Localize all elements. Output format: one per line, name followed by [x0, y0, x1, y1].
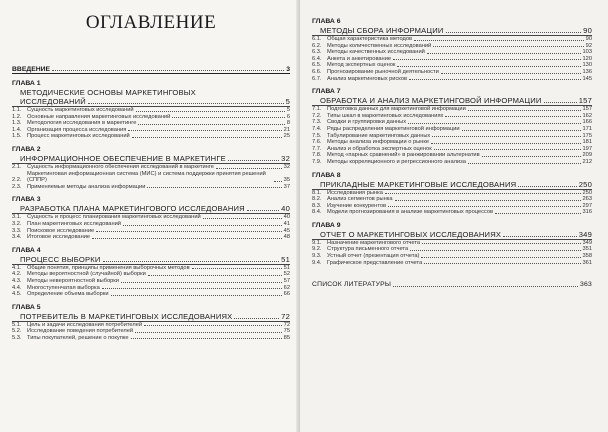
dot-leader [102, 288, 282, 289]
toc-entry[interactable] [312, 76, 592, 83]
dot-leader [414, 40, 584, 41]
entry-number: 7.3. [312, 119, 322, 126]
entry-title: Типы покупателей, решение о покупке [27, 334, 129, 341]
chapter-block[interactable] [12, 80, 290, 140]
entry-title: Методология исследования в маркетинге [27, 120, 137, 127]
dot-leader [518, 186, 576, 187]
entry-page: 92 [585, 42, 592, 49]
entry-number: 1.5. [12, 133, 22, 140]
chapter-title: РАЗРАБОТКА ПЛАНА МАРКЕТИНГОВОГО ИССЛЕДОВАНИЯ [20, 204, 245, 214]
chapter-title-line [312, 96, 592, 105]
entry-title: Структура письменного отчета [327, 246, 409, 253]
dot-leader [135, 332, 282, 333]
entry-page: 157 [582, 106, 592, 113]
entry-title: Исследования рынка [327, 189, 383, 196]
dot-leader [228, 160, 279, 161]
toc-entry[interactable] [12, 285, 290, 292]
entry-number: 8.1. [312, 189, 322, 196]
chapter-title-line [12, 312, 290, 321]
entry-page: 32 [283, 163, 290, 170]
chapter-page: 32 [281, 153, 290, 163]
chapter-title: ПОТРЕБИТЕЛЬ В МАРКЕТИНГОВЫХ ИССЛЕДОВАНИЯХ [20, 311, 233, 321]
entry-title: Методы анализа информации о рынке [327, 139, 430, 146]
entry-title: Процесс маркетинговых исследований [27, 133, 130, 140]
entry-title: Анализ сегментов рынка [327, 196, 393, 203]
dot-leader [424, 263, 580, 264]
entry-number: 6.4. [312, 55, 322, 62]
toc-entry[interactable] [312, 159, 592, 166]
dot-leader [103, 261, 280, 262]
entry-page: 6 [286, 113, 290, 120]
entry-number: 7.8. [312, 152, 322, 159]
entry-page: 171 [582, 125, 592, 132]
entry-number: 4.2. [12, 271, 22, 278]
chapter-title-line [12, 255, 290, 264]
entry-page: 120 [582, 55, 592, 62]
chapter-title-cont: ИССЛЕДОВАНИЙ [20, 97, 86, 106]
dot-leader [408, 123, 580, 124]
entry-number: 3.2. [12, 220, 22, 227]
chapter-label: ГЛАВА 5 [12, 303, 41, 311]
entry-number: 1.4. [12, 126, 22, 133]
dot-leader [409, 79, 580, 80]
bibliography-page: 363 [580, 281, 592, 289]
entry-page: 48 [283, 234, 290, 241]
entry-number: 6.6. [312, 68, 322, 75]
entry-title: Поисковое исследование [27, 227, 95, 234]
left-page-content [12, 0, 290, 341]
chapter-page: 90 [583, 26, 592, 35]
entry-title: Основные направления маркетинговых исследований [27, 113, 171, 120]
entry-page: 5 [286, 107, 290, 113]
entry-page: 85 [283, 334, 290, 341]
toc-entry[interactable] [312, 106, 592, 113]
toc-entry[interactable] [312, 196, 592, 203]
toc-entry[interactable] [312, 56, 592, 63]
dot-leader [52, 70, 284, 71]
entry-number: 8.3. [312, 202, 322, 209]
dot-leader [427, 53, 581, 54]
entry-title: Методы количественных исследований [327, 42, 432, 49]
entry-title: Сводки и группировки данных [327, 119, 407, 126]
entry-number: 6.3. [312, 49, 322, 56]
right-page [300, 0, 608, 432]
chapter-page: 157 [578, 96, 592, 106]
toc-entry[interactable] [12, 291, 290, 298]
entry-number: 2.1. [12, 163, 22, 170]
entry-title: Табулирование маркетинговых данных [327, 132, 431, 139]
dot-leader [388, 206, 580, 207]
entry-page: 35 [283, 177, 290, 184]
toc-entry[interactable] [12, 278, 290, 285]
dot-leader [393, 59, 580, 60]
entry-page: 351 [582, 246, 592, 253]
chapter-page: 51 [281, 254, 290, 264]
chapter-title: ОБРАБОТКА И АНАЛИЗ МАРКЕТИНГОВОЙ ИНФОРМАЦИИ [320, 96, 542, 106]
entry-title: Методы качественных исследований [327, 49, 425, 56]
entry-title: План маркетинговых исследований [27, 220, 121, 227]
entry-title: Сущность и процесс планирования маркетинговых исследований [27, 214, 201, 221]
dot-leader [445, 116, 580, 117]
entry-page: 72 [283, 321, 290, 328]
entry-page: 212 [582, 158, 592, 165]
entry-number: 2.2. [12, 177, 22, 184]
toc-entry[interactable] [12, 133, 290, 140]
entry-title: Методы корреляционного и регрессионного анализа [327, 158, 466, 165]
dot-leader [121, 282, 282, 283]
toc-entry[interactable] [312, 133, 592, 140]
dot-leader [544, 102, 577, 103]
entry-page: 130 [582, 62, 592, 69]
toc-entry[interactable] [312, 139, 592, 146]
entry-number: 1.1. [12, 107, 22, 113]
entry-page: 37 [283, 183, 290, 190]
entry-page: 136 [582, 68, 592, 75]
entry-number: 1.3. [12, 120, 22, 127]
entry-title: Модели прогнозирования в анализе маркетинговых процессов [327, 209, 494, 216]
chapter-label: ГЛАВА 6 [312, 18, 341, 25]
entry-title: Применяемые методы анализа информации [27, 183, 146, 190]
entry-page: 8 [286, 120, 290, 127]
entry-page: 66 [283, 291, 290, 298]
chapter-block[interactable] [12, 247, 290, 298]
toc-entry[interactable] [12, 120, 290, 127]
chapter-label: ГЛАВА 8 [312, 171, 341, 179]
toc-entry[interactable] [312, 49, 592, 56]
toc-entry[interactable] [312, 240, 592, 247]
chapter-title-line [12, 88, 290, 97]
chapter-block[interactable] [12, 196, 290, 240]
entry-title: Назначение маркетингового отчета [327, 239, 421, 246]
toc-entry[interactable] [12, 114, 290, 121]
dot-leader [88, 103, 284, 104]
toc-entry[interactable] [12, 221, 290, 228]
entry-number: 7.4. [312, 125, 322, 132]
entry-title: Метод «парных сравнений» в ранжировании альтернатив [327, 152, 480, 159]
entry-title: Анализ маркетинговых рисков [327, 75, 408, 82]
toc-entry[interactable] [312, 62, 592, 69]
toc-entry[interactable] [12, 107, 290, 114]
dot-leader [385, 193, 581, 194]
entry-number: 5.2. [12, 328, 22, 335]
entry-page: 361 [582, 259, 592, 266]
bibliography-line[interactable] [312, 280, 592, 289]
chapter-label: ГЛАВА 9 [312, 221, 341, 229]
chapter-title-line [312, 26, 592, 35]
entry-title: Метод экспертных оценок [327, 62, 396, 69]
entry-number: 9.2. [312, 246, 322, 253]
dot-leader [123, 225, 282, 226]
chapter-block[interactable] [312, 222, 592, 266]
dot-leader [247, 210, 279, 211]
entry-number: 7.6. [312, 139, 322, 146]
entry-title: Маркетинговая информационная система (МИС) и система поддержки принятия решений (СППР) [27, 170, 266, 184]
entry-title: Анализ и обработка экспертных оценок [327, 145, 432, 152]
entry-number: 6.2. [312, 42, 322, 49]
entry-title: Сущность информационного обеспечения исследований в маркетинге [27, 163, 214, 170]
toc-entry[interactable] [12, 228, 290, 235]
toc-entry[interactable] [312, 190, 592, 197]
dot-leader [468, 110, 581, 111]
chapter-block[interactable] [312, 18, 592, 82]
entry-page: 103 [582, 49, 592, 56]
entry-number: 7.7. [312, 145, 322, 152]
entry-number: 9.4. [312, 259, 322, 266]
dot-leader [468, 163, 581, 164]
chapter-title: ОТЧЕТ О МАРКЕТИНГОВЫХ ИССЛЕДОВАНИЯХ [320, 229, 502, 239]
dot-leader [421, 257, 580, 258]
chapter-page: 40 [281, 204, 290, 214]
chapter-block[interactable] [312, 88, 592, 165]
entry-number: 7.1. [312, 106, 322, 113]
entry-page: 209 [582, 152, 592, 159]
entry-title: Общая характеристика методов [327, 36, 412, 42]
dot-leader [216, 168, 282, 169]
dot-leader [482, 156, 581, 157]
entry-page: 90 [585, 36, 592, 42]
entry-number: 5.3. [12, 334, 22, 341]
dot-leader [397, 66, 580, 67]
dot-leader [148, 275, 282, 276]
entry-page: 45 [283, 227, 290, 234]
chapter-label: ГЛАВА 2 [12, 145, 41, 153]
chapter-title: ПРИКЛАДНЫЕ МАРКЕТИНГОВЫЕ ИССЛЕДОВАНИЯ [320, 179, 517, 189]
entry-page: 75 [283, 328, 290, 335]
chapter-title-line [312, 230, 592, 239]
toc-intro [12, 62, 290, 73]
entry-number: 9.3. [312, 253, 322, 260]
toc-entry[interactable] [312, 260, 592, 267]
entry-number: 8.2. [312, 196, 322, 203]
intro-label: ВВЕДЕНИЕ [12, 66, 51, 73]
entry-page: 358 [582, 253, 592, 260]
chapter-label: ГЛАВА 4 [12, 246, 41, 254]
toc-entry[interactable] [312, 209, 592, 216]
chapter-page: 349 [578, 229, 592, 239]
entry-title: Методы вероятностной (случайной) выборки [27, 271, 146, 278]
chapter-page: 250 [578, 179, 592, 189]
dot-leader [192, 268, 282, 269]
dot-leader [131, 338, 282, 339]
chapter-page: 72 [281, 311, 290, 321]
dot-leader [147, 187, 281, 188]
toc-entry[interactable] [312, 253, 592, 260]
toc-entry[interactable] [312, 203, 592, 210]
entry-title: Изучение конкурентов [327, 202, 387, 209]
entry-title: Подготовка данных для маркетинговой информации [327, 106, 466, 113]
entry-page: 51 [283, 264, 290, 271]
chapter-label: ГЛАВА 1 [12, 80, 41, 87]
chapter-title: МЕТОДИЧЕСКИЕ ОСНОВЫ МАРКЕТИНГОВЫХ [20, 88, 196, 97]
chapter-title-line [12, 97, 290, 106]
toc-entry[interactable] [12, 234, 290, 241]
entry-page: 197 [582, 145, 592, 152]
toc-entry[interactable] [12, 328, 290, 335]
dot-leader [138, 124, 284, 125]
chapter-title: ИНФОРМАЦИОННОЕ ОБЕСПЕЧЕНИЕ В МАРКЕТИНГЕ [20, 153, 226, 163]
dot-leader [434, 149, 581, 150]
entry-page: 263 [582, 196, 592, 203]
toc-entry[interactable] [312, 126, 592, 133]
toc-entry[interactable] [312, 36, 592, 43]
entry-page: 41 [283, 220, 290, 227]
entry-title: Методы невероятностной выборки [27, 277, 119, 284]
dot-leader [446, 32, 582, 33]
entry-title: Типы шкал в маркетинговых исследованиях [327, 112, 444, 119]
entry-number: 3.3. [12, 227, 22, 234]
dot-leader [96, 231, 282, 232]
entry-number: 3.1. [12, 214, 22, 221]
entry-page: 57 [283, 277, 290, 284]
dot-leader [111, 295, 282, 296]
dot-leader [422, 243, 580, 244]
toc-entry[interactable] [312, 113, 592, 120]
entry-page: 316 [582, 209, 592, 216]
dot-leader [393, 286, 578, 287]
intro-rule [12, 73, 290, 74]
entry-number: 6.1. [312, 36, 322, 42]
toc-entry[interactable] [12, 171, 290, 184]
entry-title: Определение объема выборки [27, 291, 109, 298]
left-page [0, 0, 300, 432]
dot-leader [234, 318, 279, 319]
entry-number: 4.4. [12, 284, 22, 291]
dot-leader [462, 130, 581, 131]
toc-entry[interactable] [12, 271, 290, 278]
chapter-block[interactable] [12, 146, 290, 190]
dot-leader [433, 46, 583, 47]
chapter-title-line [312, 180, 592, 189]
entry-page: 349 [582, 239, 592, 246]
entry-page: 175 [582, 132, 592, 139]
entry-page: 162 [582, 112, 592, 119]
entry-title: Сущность маркетинговых исследований [27, 107, 134, 113]
toc-entry[interactable] [312, 152, 592, 159]
chapter-title: ПРОЦЕСС ВЫБОРКИ [20, 254, 101, 264]
entry-title: Прогнозирование рыночной деятельности [327, 68, 439, 75]
entry-page: 181 [582, 139, 592, 146]
bibliography-label: СПИСОК ЛИТЕРАТУРЫ [312, 281, 392, 289]
dot-leader [274, 181, 282, 182]
entry-title: Анкета и анкетирование [327, 55, 392, 62]
toc-entry[interactable] [12, 184, 290, 191]
chapter-block[interactable] [12, 304, 290, 342]
dot-leader [203, 218, 282, 219]
entry-number: 2.3. [12, 183, 22, 190]
chapter-block[interactable] [312, 172, 592, 216]
entry-page: 62 [283, 284, 290, 291]
entry-number: 8.4. [312, 209, 322, 216]
entry-number: 9.1. [312, 239, 322, 246]
dot-leader [395, 200, 581, 201]
entry-page: 21 [283, 126, 290, 133]
entry-number: 6.5. [312, 62, 322, 69]
dot-leader [503, 236, 577, 237]
dot-leader [132, 137, 282, 138]
toc-title: ОГЛАВЛЕНИЕ [85, 12, 217, 33]
toc-entry[interactable] [312, 119, 592, 126]
entry-title: Ряды распределения маркетинговой информации [327, 125, 460, 132]
entry-number: 6.7. [312, 75, 322, 82]
dot-leader [128, 130, 281, 131]
entry-page: 145 [582, 75, 592, 82]
entry-title: Организация процесса исследования [27, 126, 127, 133]
toc-entry[interactable] [12, 214, 290, 221]
toc-entry[interactable] [12, 335, 290, 342]
dot-leader [136, 111, 285, 112]
entry-number: 4.3. [12, 277, 22, 284]
dot-leader [92, 238, 282, 239]
dot-leader [441, 73, 581, 74]
dot-leader [144, 325, 282, 326]
right-page-content [312, 0, 592, 289]
dot-leader [495, 213, 580, 214]
chapter-page: 5 [285, 97, 290, 106]
entry-title: Итоговое исследование [27, 234, 91, 241]
entry-number: 7.2. [312, 112, 322, 119]
dot-leader [410, 250, 580, 251]
entry-page: 52 [283, 271, 290, 278]
entry-page: 297 [582, 202, 592, 209]
dot-leader [432, 136, 580, 137]
toc-entry[interactable] [12, 164, 290, 171]
entry-number: 1.2. [12, 113, 22, 120]
entry-title: Цель и задачи исследования потребителей [27, 321, 143, 328]
entry-page: 40 [283, 214, 290, 221]
chapter-title: МЕТОДЫ СБОРА ИНФОРМАЦИИ [320, 26, 444, 35]
intro-page: 3 [286, 66, 290, 73]
entry-title: Устный отчет (презентация отчета) [327, 253, 420, 260]
entry-title: Многоступенчатая выборка [27, 284, 100, 291]
entry-page: 166 [582, 119, 592, 126]
entry-number: 5.1. [12, 321, 22, 328]
entry-number: 7.5. [312, 132, 322, 139]
chapter-label: ГЛАВА 3 [12, 196, 41, 204]
dot-leader [431, 143, 580, 144]
entry-title: Общие понятия, принципы применения выборочных методов [27, 264, 190, 271]
chapter-title-line [12, 204, 290, 213]
entry-number: 4.5. [12, 291, 22, 298]
entry-number: 4.1. [12, 264, 22, 271]
chapter-label: ГЛАВА 7 [312, 88, 341, 96]
toc-entry[interactable] [312, 69, 592, 76]
entry-page: 250 [582, 189, 592, 196]
chapter-title-line [12, 154, 290, 163]
bibliography-block [312, 280, 592, 289]
entry-page: 25 [283, 133, 290, 140]
dot-leader [172, 117, 285, 118]
entry-title: Графическое представление отчета [327, 259, 423, 266]
entry-number: 7.9. [312, 158, 322, 165]
entry-number: 3.4. [12, 234, 22, 241]
entry-title: Исследование поведения потребителей [27, 328, 134, 335]
